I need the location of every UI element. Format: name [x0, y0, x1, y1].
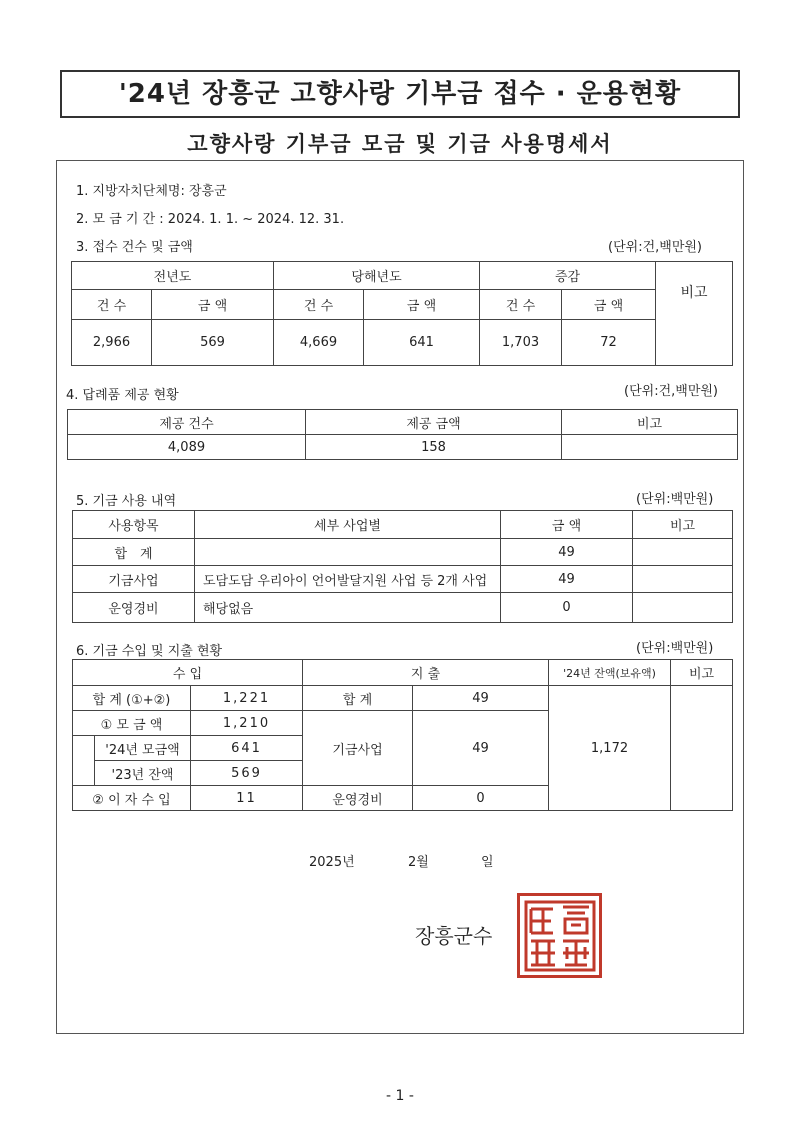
- change-amount-label: 금 액: [562, 290, 656, 320]
- usage-ops-detail: 해당없음: [195, 593, 501, 623]
- usage-item-header: 사용항목: [73, 511, 195, 539]
- usage-fund-remarks: [633, 566, 733, 593]
- usage-detail-header: 세부 사업별: [195, 511, 501, 539]
- expense-fund-label: 기금사업: [303, 711, 413, 786]
- income-remarks-header: 비고: [671, 660, 733, 686]
- curr-amount-label: 금 액: [364, 290, 480, 320]
- remarks-header: 비고: [656, 262, 733, 366]
- prev-amount: 569: [152, 320, 274, 366]
- balance-23-value: 569: [191, 761, 303, 786]
- expense-total-value: 49: [413, 686, 549, 711]
- change-count-label: 건 수: [480, 290, 562, 320]
- balance-remarks: [671, 686, 733, 811]
- section5-heading: 5. 기금 사용 내역: [76, 494, 177, 509]
- section4-unit: (단위:건,백만원): [624, 384, 719, 399]
- change-amount: 72: [562, 320, 656, 366]
- expense-total-label: 합 계: [303, 686, 413, 711]
- mayor-title: 장흥군수: [415, 924, 493, 948]
- prev-year-header: 전년도: [72, 262, 274, 290]
- official-seal-icon: [517, 893, 602, 978]
- interest-label: ② 이 자 수 입: [73, 786, 191, 811]
- raised-label: ① 모 금 액: [73, 711, 191, 736]
- gift-count-header: 제공 건수: [68, 410, 306, 435]
- section5-unit: (단위:백만원): [636, 492, 714, 507]
- usage-remarks-header: 비고: [633, 511, 733, 539]
- usage-fund-detail: 도담도담 우리아이 언어발달지원 사업 등 2개 사업: [195, 566, 501, 593]
- date-year: 2025년: [309, 855, 355, 870]
- change-count: 1,703: [480, 320, 562, 366]
- income-header: 수 입: [73, 660, 303, 686]
- raised-24-label: '24년 모금액: [95, 736, 191, 761]
- expense-ops-label: 운영경비: [303, 786, 413, 811]
- balance-23-label: '23년 잔액: [95, 761, 191, 786]
- expense-fund-value: 49: [413, 711, 549, 786]
- gift-remarks: [562, 435, 738, 460]
- section3-unit: (단위:건,백만원): [608, 240, 703, 255]
- gift-amount-header: 제공 금액: [306, 410, 562, 435]
- balance-header: '24년 잔액(보유액): [549, 660, 671, 686]
- document-title: '24년 장흥군 고향사랑 기부금 접수 · 운용현황: [60, 70, 740, 118]
- usage-total-amount: 49: [501, 539, 633, 566]
- prev-amount-label: 금 액: [152, 290, 274, 320]
- info-item-2: 2. 모 금 기 간 : 2024. 1. 1. ~ 2024. 12. 31.: [76, 212, 345, 227]
- curr-count-label: 건 수: [274, 290, 364, 320]
- prev-count: 2,966: [72, 320, 152, 366]
- date-day: 일: [481, 855, 494, 870]
- curr-year-header: 당해년도: [274, 262, 480, 290]
- income-total-label: 합 계 (①+②): [73, 686, 191, 711]
- prev-count-label: 건 수: [72, 290, 152, 320]
- section3-heading: 3. 접수 건수 및 금액: [76, 240, 193, 255]
- income-expense-table: [72, 659, 733, 811]
- expense-ops-value: 0: [413, 786, 549, 811]
- usage-ops-remarks: [633, 593, 733, 623]
- gift-count: 4,089: [68, 435, 306, 460]
- gift-remarks-header: 비고: [562, 410, 738, 435]
- expense-header: 지 출: [303, 660, 549, 686]
- income-indent-cell: [73, 736, 95, 786]
- page-number: - 1 -: [386, 1088, 414, 1104]
- section4-heading: 4. 답례품 제공 현황: [66, 388, 179, 403]
- usage-amount-header: 금 액: [501, 511, 633, 539]
- usage-total-remarks: [633, 539, 733, 566]
- usage-ops-label: 운영경비: [73, 593, 195, 623]
- fund-usage-table: [72, 510, 733, 623]
- usage-total-label: 합 계: [73, 539, 195, 566]
- raised-value: 1,210: [191, 711, 303, 736]
- section6-unit: (단위:백만원): [636, 641, 714, 656]
- receipt-table: [71, 261, 733, 366]
- date-month: 2월: [408, 855, 429, 870]
- change-header: 증감: [480, 262, 656, 290]
- gift-amount: 158: [306, 435, 562, 460]
- info-item-1: 1. 지방자치단체명: 장흥군: [76, 184, 227, 199]
- usage-ops-amount: 0: [501, 593, 633, 623]
- curr-amount: 641: [364, 320, 480, 366]
- raised-24-value: 641: [191, 736, 303, 761]
- balance-value: 1,172: [549, 686, 671, 811]
- gift-table: [67, 409, 738, 460]
- usage-total-detail: [195, 539, 501, 566]
- usage-fund-label: 기금사업: [73, 566, 195, 593]
- document-subtitle: 고향사랑 기부금 모금 및 기금 사용명세서: [187, 132, 613, 156]
- income-total-value: 1,221: [191, 686, 303, 711]
- usage-fund-amount: 49: [501, 566, 633, 593]
- curr-count: 4,669: [274, 320, 364, 366]
- interest-value: 11: [191, 786, 303, 811]
- section6-heading: 6. 기금 수입 및 지출 현황: [76, 644, 223, 659]
